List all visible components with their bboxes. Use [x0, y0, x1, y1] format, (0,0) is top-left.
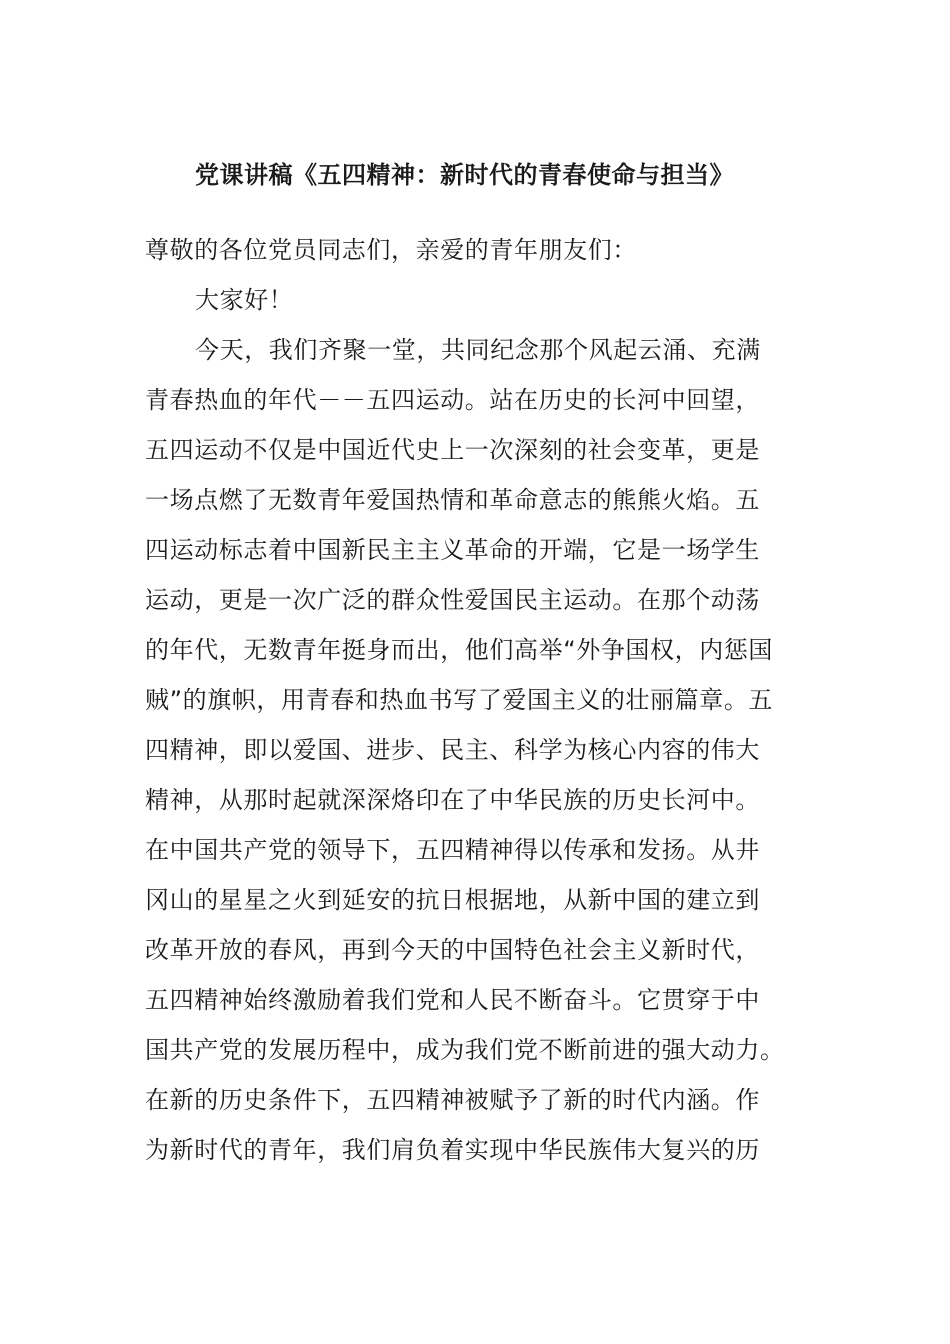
- body-line: 四精神，即以爱国、进步、民主、科学为核心内容的伟大: [145, 736, 760, 764]
- body-line: 在中国共产党的领导下，五四精神得以传承和发扬。从井: [145, 836, 760, 864]
- body-line: 今天，我们齐聚一堂，共同纪念那个风起云涌、充满: [195, 336, 761, 364]
- body-line: 冈山的星星之火到延安的抗日根据地，从新中国的建立到: [145, 886, 760, 914]
- body-line: 贼”的旗帜，用青春和热血书写了爱国主义的壮丽篇章。五: [145, 686, 774, 714]
- body-line: 四运动标志着中国新民主主义革命的开端，它是一场学生: [145, 536, 760, 564]
- body-line: 运动，更是一次广泛的群众性爱国民主运动。在那个动荡: [145, 586, 760, 614]
- salutation-line: 尊敬的各位党员同志们，亲爱的青年朋友们：: [145, 236, 637, 264]
- body-line: 在新的历史条件下，五四精神被赋予了新的时代内涵。作: [145, 1086, 760, 1114]
- body-line: 精神，从那时起就深深烙印在了中华民族的历史长河中。: [145, 786, 760, 814]
- document-title: 党课讲稿《五四精神：新时代的青春使命与担当》: [195, 161, 734, 189]
- body-line: 青春热血的年代－－五四运动。站在历史的长河中回望，: [145, 386, 760, 414]
- body-line: 为新时代的青年，我们肩负着实现中华民族伟大复兴的历: [145, 1136, 760, 1164]
- body-line: 国共产党的发展历程中，成为我们党不断前进的强大动力。: [145, 1036, 785, 1064]
- body-line: 一场点燃了无数青年爱国热情和革命意志的熊熊火焰。五: [145, 486, 760, 514]
- body-line: 五四精神始终激励着我们党和人民不断奋斗。它贯穿于中: [145, 986, 760, 1014]
- body-line: 改革开放的春风，再到今天的中国特色社会主义新时代，: [145, 936, 760, 964]
- body-line: 五四运动不仅是中国近代史上一次深刻的社会变革，更是: [145, 436, 760, 464]
- body-line: 的年代，无数青年挺身而出，他们高举“外争国权，内惩国: [145, 636, 774, 664]
- greeting-line: 大家好！: [195, 286, 294, 314]
